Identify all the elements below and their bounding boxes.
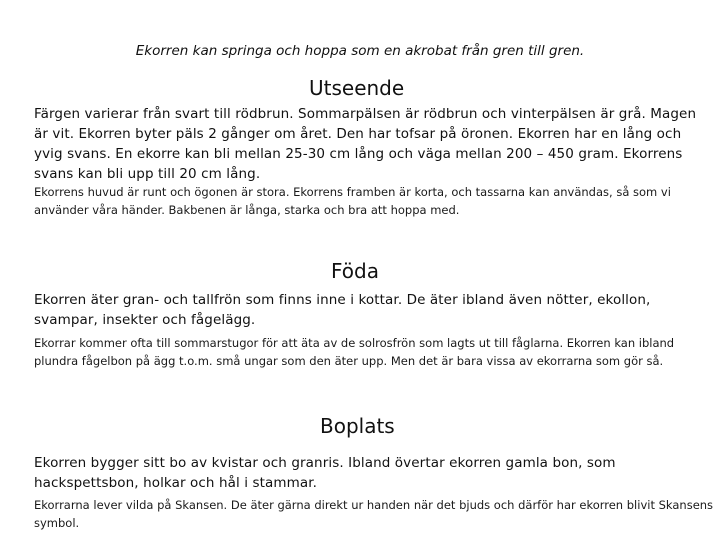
section-heading-foda: Föda bbox=[331, 259, 379, 283]
section-detail-foda: Ekorrar kommer ofta till sommarstugor för att äta av de solrosfrön som lagts ut till fåglarna. Ekorren kan ibland plundra fågelbon på ägg t.o.m. små ungar som den äter upp. Men det är bara vissa av ekorrarna som gör så. bbox=[34, 336, 675, 368]
section-heading-utseende: Utseende bbox=[309, 76, 405, 100]
intro-text: Ekorren kan springa och hoppa som en akrobat från gren till gren. bbox=[135, 43, 585, 59]
section-text-utseende: Färgen varierar från svart till rödbrun. Sommarpälsen är rödbrun och vinterpälsen är grå. Magen är vit. Ekorren byter päls 2 gånger om året. Den har tofsar på öronen. Ekorren har en lång och yvig svans. En ekorre kan bli mellan 25-30 cm lång och väga mellan 200 – 450 gram. Ekorrens svans kan bli upp till 20 cm lång. bbox=[34, 106, 697, 182]
section-text-foda: Ekorren äter gran- och tallfrön som finns inne i kottar. De äter ibland även nötter, ekollon, svampar, insekter och fågelägg. bbox=[34, 292, 651, 328]
section-heading-boplats: Boplats bbox=[320, 414, 395, 438]
section-text-boplats: Ekorren bygger sitt bo av kvistar och granris. Ibland övertar ekorren gamla bon, som hackspettsbon, holkar och hål i stammar. bbox=[34, 455, 616, 491]
section-detail-boplats: Ekorrarna lever vilda på Skansen. De äter gärna direkt ur handen när det bjuds och därför har ekorren blivit Skansens symbol. bbox=[34, 498, 714, 530]
section-detail-utseende: Ekorrens huvud är runt och ögonen är stora. Ekorrens framben är korta, och tassarna kan användas, så som vi använder våra händer. Bakbenen är långa, starka och bra att hoppa med. bbox=[34, 185, 671, 217]
